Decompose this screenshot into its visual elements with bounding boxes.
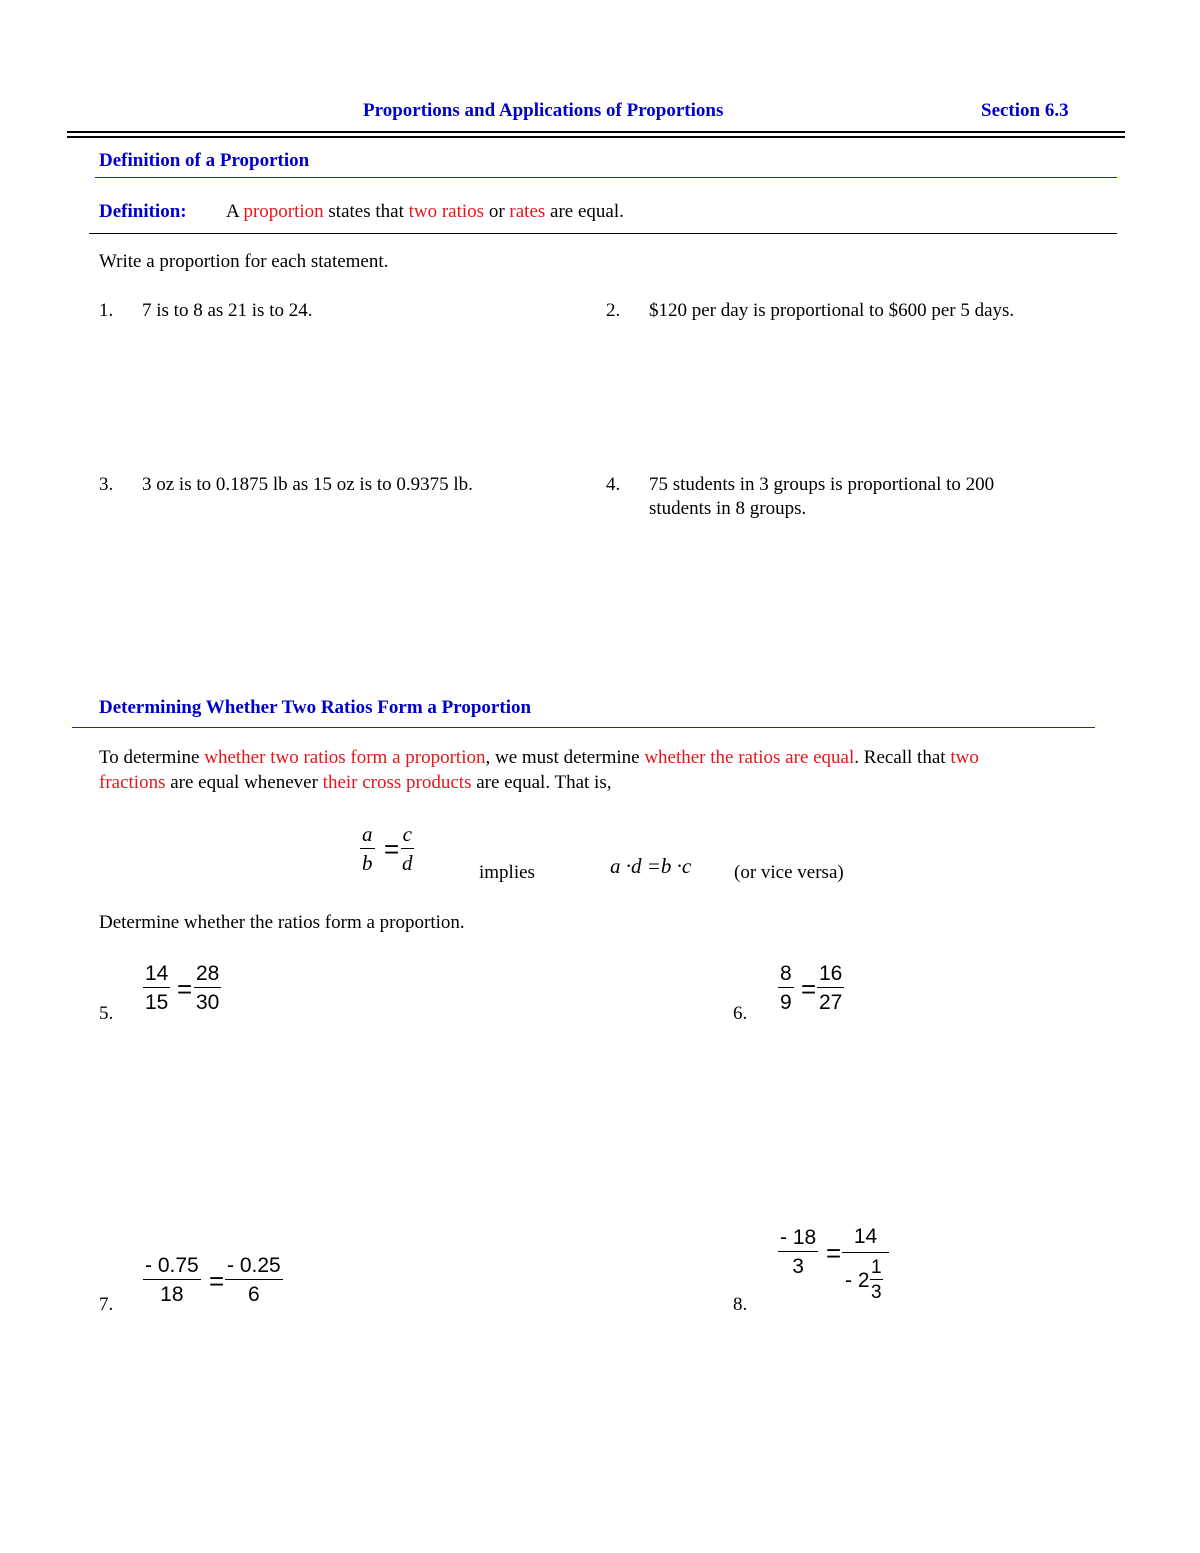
- formula-a: a: [360, 824, 375, 849]
- header-rule-top: [67, 131, 1125, 133]
- formula-fraction-a-b: [360, 824, 375, 874]
- problem-8-mixed-whole: - 2: [845, 1269, 870, 1292]
- problem-7-right-fraction: $\frac{- 0.25}{6}$: [227, 1254, 281, 1306]
- problem-7-number: 7.: [99, 1294, 114, 1315]
- problem-5-number: 5.: [99, 1003, 114, 1024]
- problem-3-text: 3 oz is to 0.1875 lb as 15 oz is to 0.9375 lb.: [142, 474, 473, 495]
- problem-8-mixed-fraction: $\frac{1}{3}$: [871, 1257, 882, 1303]
- problem-8-right-numerator: 14: [853, 1225, 878, 1248]
- problem-8-equals: =: [826, 1238, 842, 1268]
- problem-4-number: 4.: [606, 474, 621, 495]
- problem-5-equals: =: [177, 974, 193, 1004]
- definition-heading: Definition of a Proportion: [99, 150, 310, 171]
- definition-text: A proportion states that two ratios or rates are equal.: [226, 201, 624, 222]
- header-rule-bottom: [67, 136, 1125, 138]
- definition-label: Definition:: [99, 201, 187, 222]
- problem-1-text: 7 is to 8 as 21 is to 24.: [142, 300, 313, 321]
- page-title: Proportions and Applications of Proportions: [363, 100, 724, 121]
- problem-7-left-fraction: $\frac{- 0.75}{18}$: [145, 1254, 199, 1306]
- definition-rule: [89, 233, 1117, 234]
- section-number: Section 6.3: [981, 100, 1069, 121]
- problem-8-right-fraction-bar: [842, 1252, 889, 1253]
- problem-3-number: 3.: [99, 474, 114, 495]
- problem-5-right-fraction: $\frac{28}{30}$: [196, 962, 220, 1014]
- formula-d: d: [402, 851, 413, 875]
- problem-8-left-fraction: $\frac{- 18}{3}$: [780, 1226, 817, 1278]
- formula-b: b: [362, 851, 373, 875]
- formula-equals: =: [384, 834, 400, 864]
- problem-1-number: 1.: [99, 300, 114, 321]
- problem-6-equals: =: [801, 974, 817, 1004]
- problem-6-number: 6.: [733, 1003, 748, 1024]
- problem-4-text-line2: students in 8 groups.: [649, 498, 807, 519]
- formula-c: c: [401, 824, 414, 849]
- definition-heading-rule: [95, 177, 1117, 178]
- determine-instruction: Determine whether the ratios form a proportion.: [99, 912, 465, 933]
- problem-4-text-line1: 75 students in 3 groups is proportional to 200: [649, 474, 995, 495]
- problem-2-number: 2.: [606, 300, 621, 321]
- formula-fraction-c-d: [400, 824, 415, 874]
- problem-5-left-fraction: $\frac{14}{15}$: [145, 962, 169, 1014]
- determine-paragraph-line1: To determine whether two ratios form a proportion, we must determine whether the ratios are equal. Recall that two: [99, 747, 979, 768]
- problem-8-number: 8.: [733, 1294, 748, 1315]
- problem-6-right-fraction: $\frac{16}{27}$: [819, 962, 843, 1014]
- formula-cross-products: a ·d =b ·c: [610, 854, 692, 878]
- determine-heading-rule: [72, 727, 1095, 728]
- determine-heading: Determining Whether Two Ratios Form a Proportion: [99, 697, 532, 718]
- problem-7-equals: =: [209, 1266, 225, 1296]
- problem-6-left-fraction: $\frac{8}{9}$: [780, 962, 792, 1014]
- determine-paragraph-line2: fractions are equal whenever their cross products are equal. That is,: [99, 772, 612, 793]
- formula-note: (or vice versa): [734, 862, 844, 883]
- formula-implies: implies: [479, 862, 535, 883]
- write-instruction: Write a proportion for each statement.: [99, 251, 389, 272]
- problem-2-text: $120 per day is proportional to $600 per 5 days.: [649, 300, 1015, 321]
